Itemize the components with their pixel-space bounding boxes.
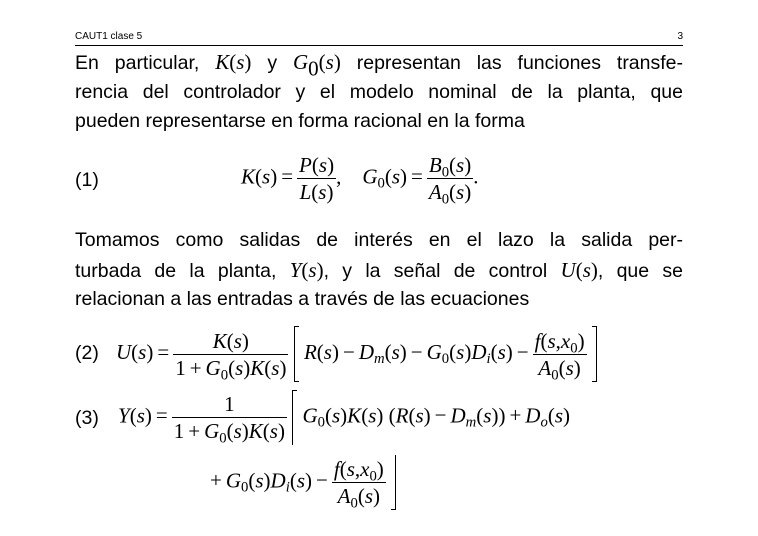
intro-paragraph — [75, 48, 683, 137]
equation-2: U(s) = $\frac{K(s)}{1 + G_0(s)K(s)}$ $R(s) - D_m(s) - G_0(s)D_i(s)$ − $\frac{f(s,x_0)}{A_0(s)}$ — [116, 326, 597, 382]
equation-3-line-1: Y(s) = $\frac{1}{1 + G_0(s)K(s)}$ $G_0(s)K(s) (R(s) - D_m(s)) + D_o(s)$ — [118, 392, 570, 447]
page-number: 3 — [677, 31, 683, 42]
equation-1: K(s) = $\frac{P(s)}{L(s)}$ , $G_0(s)$ = $\frac{B_0(s)}{A_0(s)}$ . — [241, 153, 479, 208]
equation-2-label: (2) — [75, 342, 99, 364]
intro-line-2: rencia del controlador y el modelo nominal de la planta, que — [75, 80, 683, 103]
intro-line-3: pueden representarse en forma racional en la forma — [75, 110, 525, 132]
outputs-line-3: relacionan a las entradas a través de las ecuaciones — [75, 288, 530, 310]
header-rule — [75, 45, 683, 46]
outputs-line-2: turbada de la planta, Y(s), y la señal de control U(s), que se — [75, 257, 683, 282]
outputs-paragraph — [75, 226, 683, 315]
equation-3-label: (3) — [75, 407, 99, 429]
slide-header — [75, 31, 683, 45]
outputs-line-1: Tomamos como salidas de interés en el lazo la salida per- — [75, 229, 683, 251]
intro-line-1: En particular, K(s) y $G_0(s)$ representan las funciones transfe- — [75, 50, 684, 81]
course-title: CAUT1 clase 5 — [75, 31, 143, 42]
equation-3-line-2: + $G_0(s)D_i(s)$ − $\frac{f(s,x_0)}{A_0(s)}$ — [206, 455, 396, 510]
equation-1-label: (1) — [75, 169, 99, 191]
